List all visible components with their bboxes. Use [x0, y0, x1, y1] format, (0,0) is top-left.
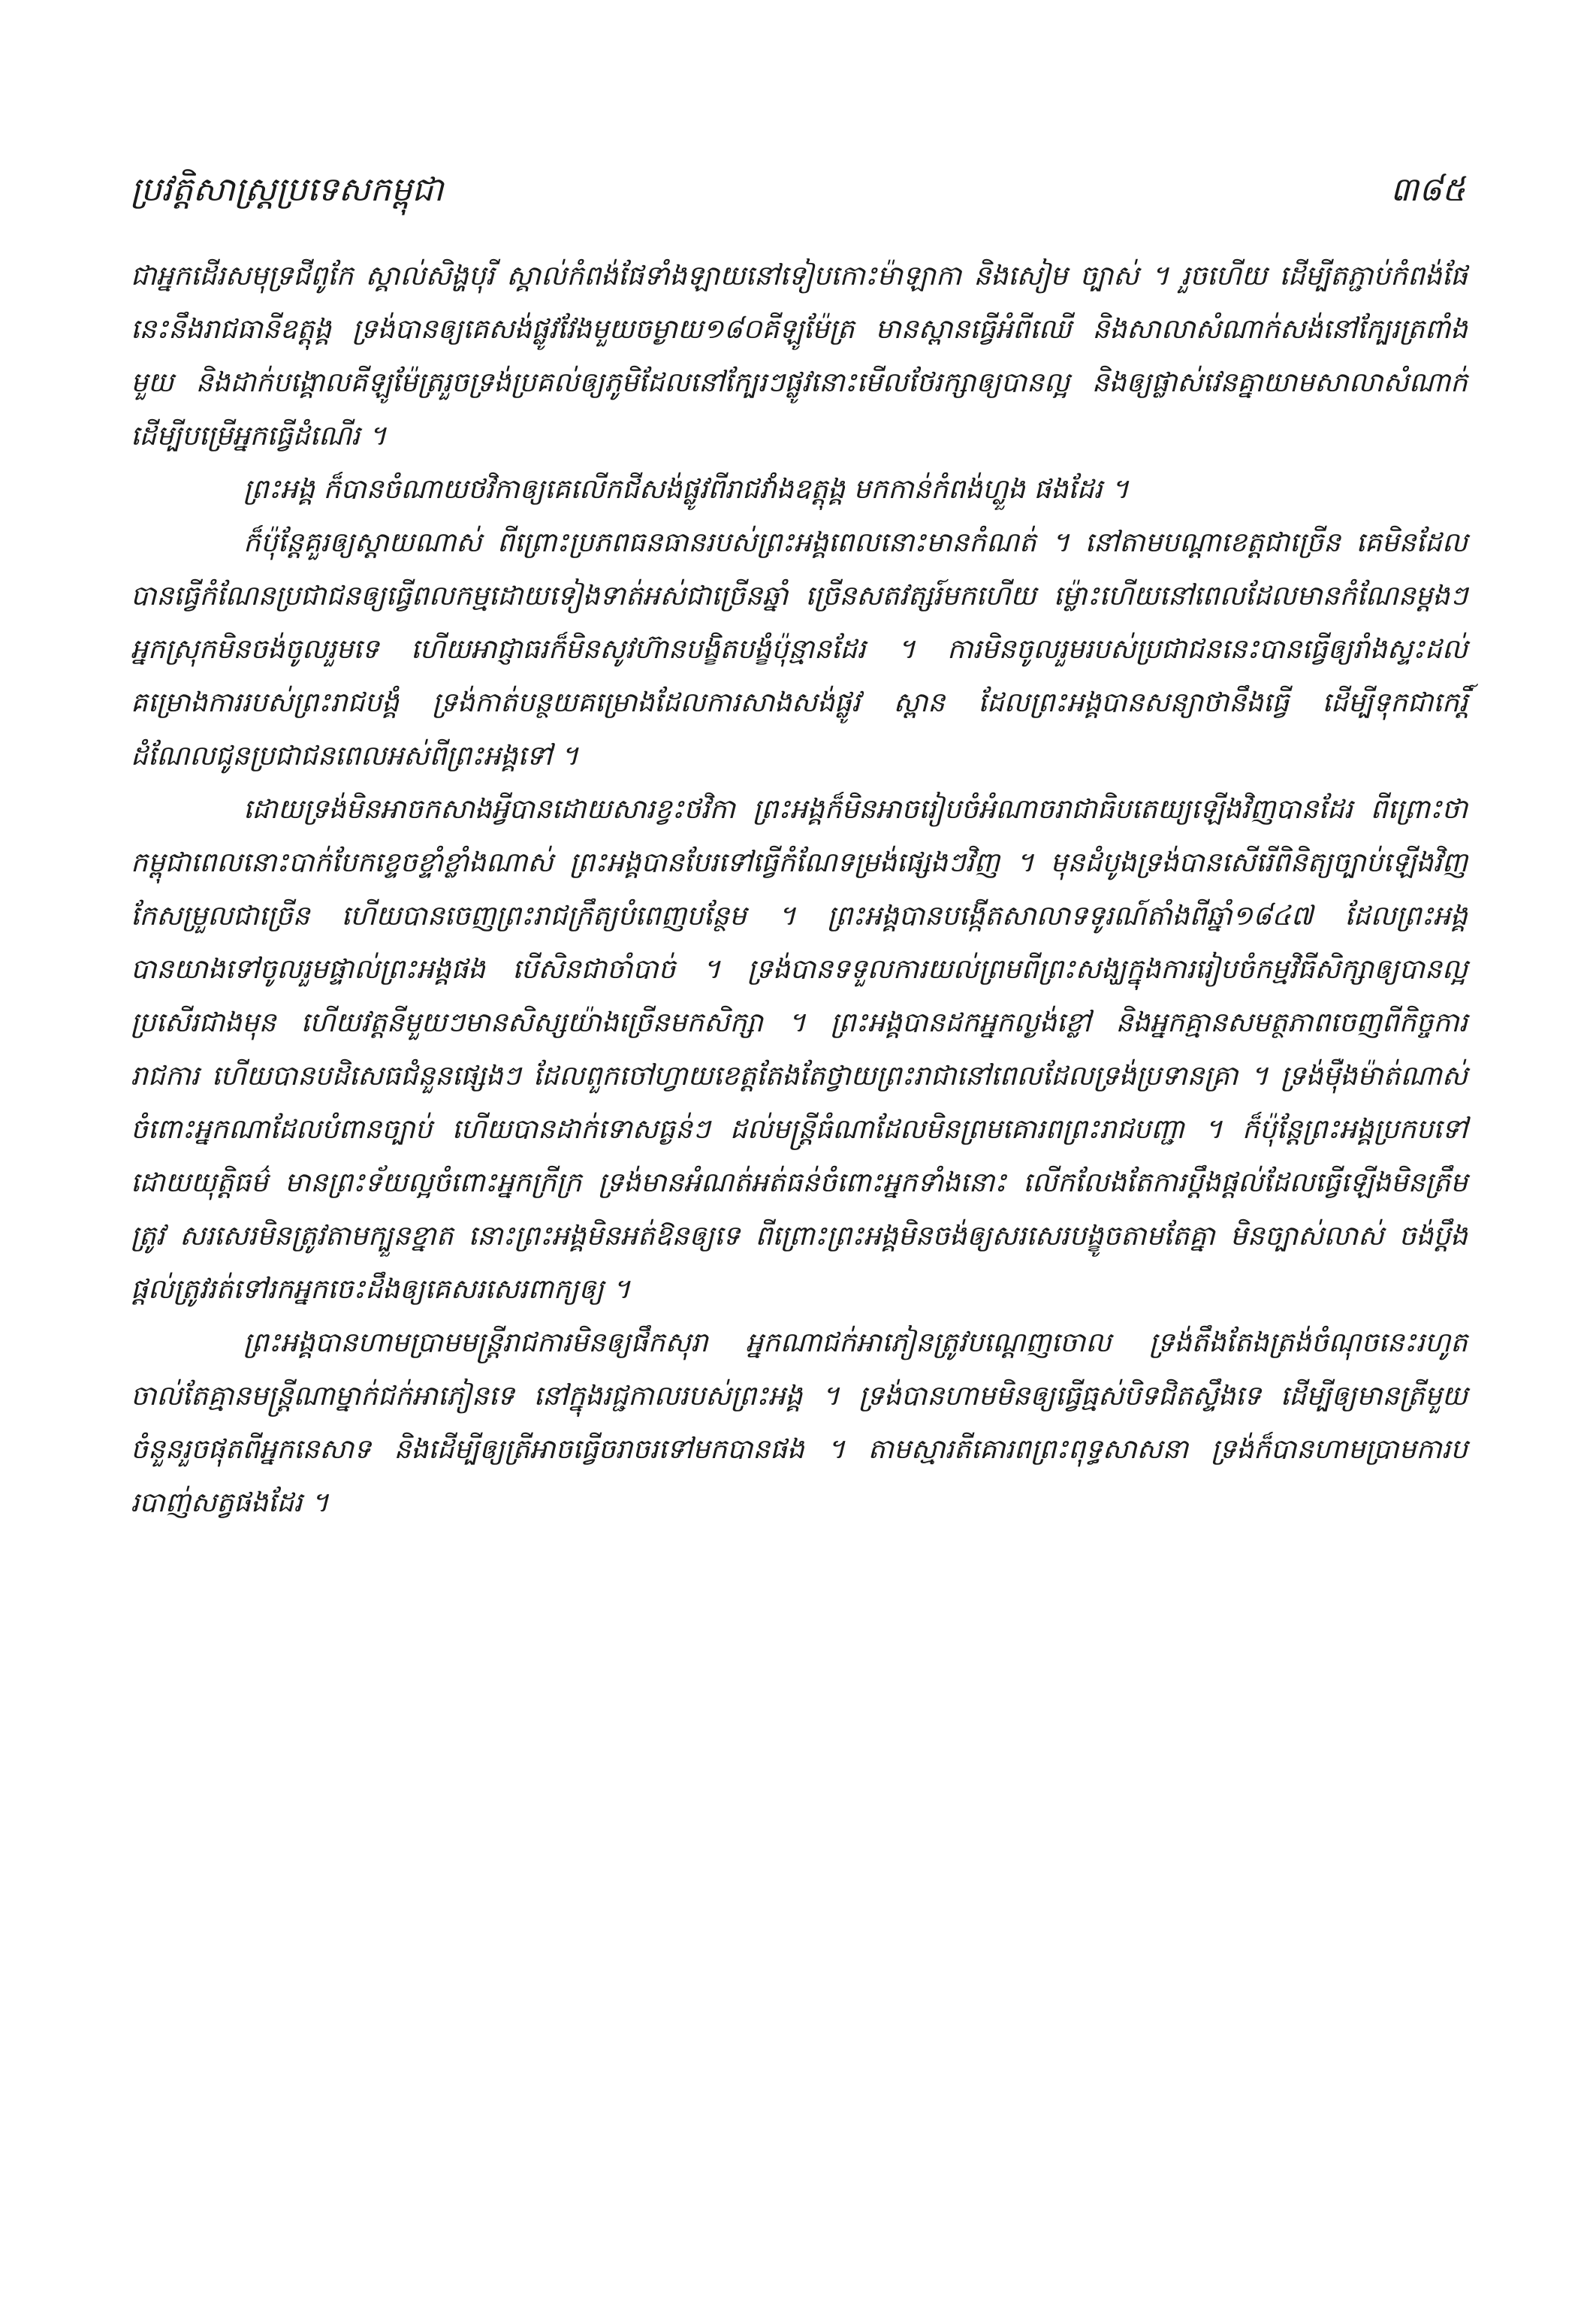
paragraph: ជាអ្នកដើរសមុទ្រជីពូកែ ស្គាល់សិង្ហបុរី ស្គាល់កំពង់ផែទាំងឡាយនៅទៀបកោះម៉ាឡាកា និងសៀម ច្បាស់ ។ រួចហើយ ដើម្បីតភ្ជាប់កំពង់ផែនេះនឹងរាជធានីឧត្តុង្គ ទ្រង់បានឲ្យគេសង់ផ្លូវវែងមួយចម្ងាយ១៨០គីឡូម៉ែត្រ មានស្ពានធ្វើអំពីឈើ និងសាលាសំណាក់សង់នៅក្បែរត្រពាំងមួយ និងដាក់បង្គោលគីឡូម៉ែត្ររួចទ្រង់ប្រគល់ឲ្យភូមិដែលនៅក្បែរៗផ្លូវនោះមើលថែរក្សាឲ្យបានល្អ និងឲ្យផ្លាស់វេនគ្នាយាមសាលាសំណាក់ ដើម្បីបម្រើអ្នកធ្វើដំណើរ ។	[131, 261, 1468, 451]
paragraph: ព្រះអង្គ ក៏បានចំណាយថវិកាឲ្យគេលើកជីសង់ផ្លូវពីរាជវាំងឧត្តុង្គ មកកាន់កំពង់ហ្លួង ផងដែរ ។	[243, 474, 1130, 505]
paragraph: ដោយទ្រង់មិនអាចកសាងអ្វីបានដោយសារខ្វះថវិកា ព្រះអង្គក៏មិនអាចរៀបចំអំណាចរាជាធិបតេយ្យឡើងវិញបានដែរ ពីព្រោះថាកម្ពុជាពេលនោះបាក់បែកខ្ទេចខ្ទាំខ្លាំងណាស់ ព្រះអង្គបានបែរទៅធ្វើកំណែទម្រង់ផ្សេងៗវិញ ។ មុនដំបូងទ្រង់បានសើរើពិនិត្យច្បាប់ឡើងវិញ កែសម្រួលជាច្រើន ហើយបានចេញព្រះរាជក្រឹត្យបំពេញបន្ថែម ។ ព្រះអង្គបានបង្កើតសាលាទទូរណ៍តាំងពីឆ្នាំ១៨៤៧ ដែលព្រះអង្គបានយាងទៅចូលរួមផ្ទាល់ព្រះអង្គផង បើសិនជាចាំបាច់ ។ ទ្រង់បានទទួលការយល់ព្រមពីព្រះសង្ឃក្នុងការរៀបចំកម្មវិធីសិក្សាឲ្យបានល្អប្រសើរជាងមុន ហើយវត្តនីមួយៗមានសិស្សយ៉ាងច្រើនមកសិក្សា ។ ព្រះអង្គបានដកអ្នកល្ងង់ខ្លៅ និងអ្នកគ្មានសមត្ថភាពចេញពីកិច្ចការរាជការ ហើយបានបដិសេធជំនួនផ្សេងៗ ដែលពួកចៅហ្វាយខេត្តតែងតែថ្វាយព្រះរាជានៅពេលដែលទ្រង់ប្រទានគ្រា ។ ទ្រង់ម៉ឺងម៉ាត់ណាស់ចំពោះអ្នកណាដែលបំពានច្បាប់ ហើយបានដាក់ទោសធ្ងន់ៗ ដល់មន្ត្រីធំណាដែលមិនព្រមគោរពព្រះរាជបញ្ជា ។ ក៏ប៉ុន្តែព្រះអង្គប្រកបទៅដោយយុត្តិធម៌ មានព្រះទ័យល្អចំពោះអ្នកក្រីក្រ ទ្រង់មានអំណត់អត់ធន់ចំពោះអ្នកទាំងនោះ លើកលែងតែការប្តឹងផ្តល់ដែលធ្វើឡើងមិនត្រឹមត្រូវ សរសេរមិនត្រូវតាមក្បួនខ្នាត នោះព្រះអង្គមិនអត់ឱនឲ្យទេ ពីព្រោះព្រះអង្គមិនចង់ឲ្យសរសេរបង្ខូចតាមតែគ្នា មិនច្បាស់លាស់ ចង់ប្តឹងផ្តល់ត្រូវរត់ទៅរកអ្នកចេះដឹងឲ្យគេសរសេរពាក្យឲ្យ ។	[131, 794, 1468, 1305]
running-title: ប្រវត្តិសាស្ត្រប្រទេសកម្ពុជា	[131, 171, 444, 209]
page-number: ៣៨៥	[1390, 171, 1465, 209]
body-text	[131, 249, 1468, 1529]
running-header	[131, 164, 1465, 216]
paragraph: ក៏ប៉ុន្តែគួរឲ្យស្តាយណាស់ ពីព្រោះប្រភពធនធានរបស់ព្រះអង្គពេលនោះមានកំណត់ ។ នៅតាមបណ្តាខេត្តជាច្រើន គេមិនដែលបានធ្វើកំណែនប្រជាជនឲ្យធ្វើពលកម្មដោយទៀងទាត់អស់ជាច្រើនឆ្នាំ ច្រើនសតវត្សរ៍មកហើយ ម្ល៉ោះហើយនៅពេលដែលមានកំណែនម្តងៗ អ្នកស្រុកមិនចង់ចូលរួមទេ ហើយអាជ្ញាធរក៏មិនសូវហ៊ានបង្ខិតបង្ខំប៉ុន្មានដែរ ។ ការមិនចូលរួមរបស់ប្រជាជននេះបានធ្វើឲ្យរាំងស្ទះដល់គម្រោងការរបស់ព្រះរាជបង្គំ ទ្រង់កាត់បន្ថយគម្រោងដែលការសាងសង់ផ្លូវ ស្ពាន ដែលព្រះអង្គបានសន្យាថានឹងធ្វើ ដើម្បីទុកជាកេរ្តិ៍ដំណែលជូនប្រជាជនពេលអស់ពីព្រះអង្គទៅ ។	[131, 527, 1468, 772]
paragraph: ព្រះអង្គបានហាមប្រាមមន្ត្រីរាជការមិនឲ្យផឹកសុរា អ្នកណាជក់អាភៀនត្រូវបណ្តេញចោល ទ្រង់តឹងតែងត្រង់ចំណុចនេះរហូតចាល់តែគ្មានមន្ត្រីណាម្នាក់ជក់អាភៀនទេ នៅក្នុងរជ្ជកាលរបស់ព្រះអង្គ ។ ទ្រង់បានហាមមិនឲ្យធ្វើធ្មស់បិទជិតស្ទឹងទេ ដើម្បីឲ្យមានត្រីមួយចំនួនរួចផុតពីអ្នកនេសាទ និងដើម្បីឲ្យត្រីអាចធ្វើចរាចរទៅមកបានផង ។ តាមស្មារតីគោរពព្រះពុទ្ធសាសនា ទ្រង់ក៏បានហាមប្រាមការបរបាញ់សត្វផងដែរ ។	[131, 1327, 1468, 1518]
